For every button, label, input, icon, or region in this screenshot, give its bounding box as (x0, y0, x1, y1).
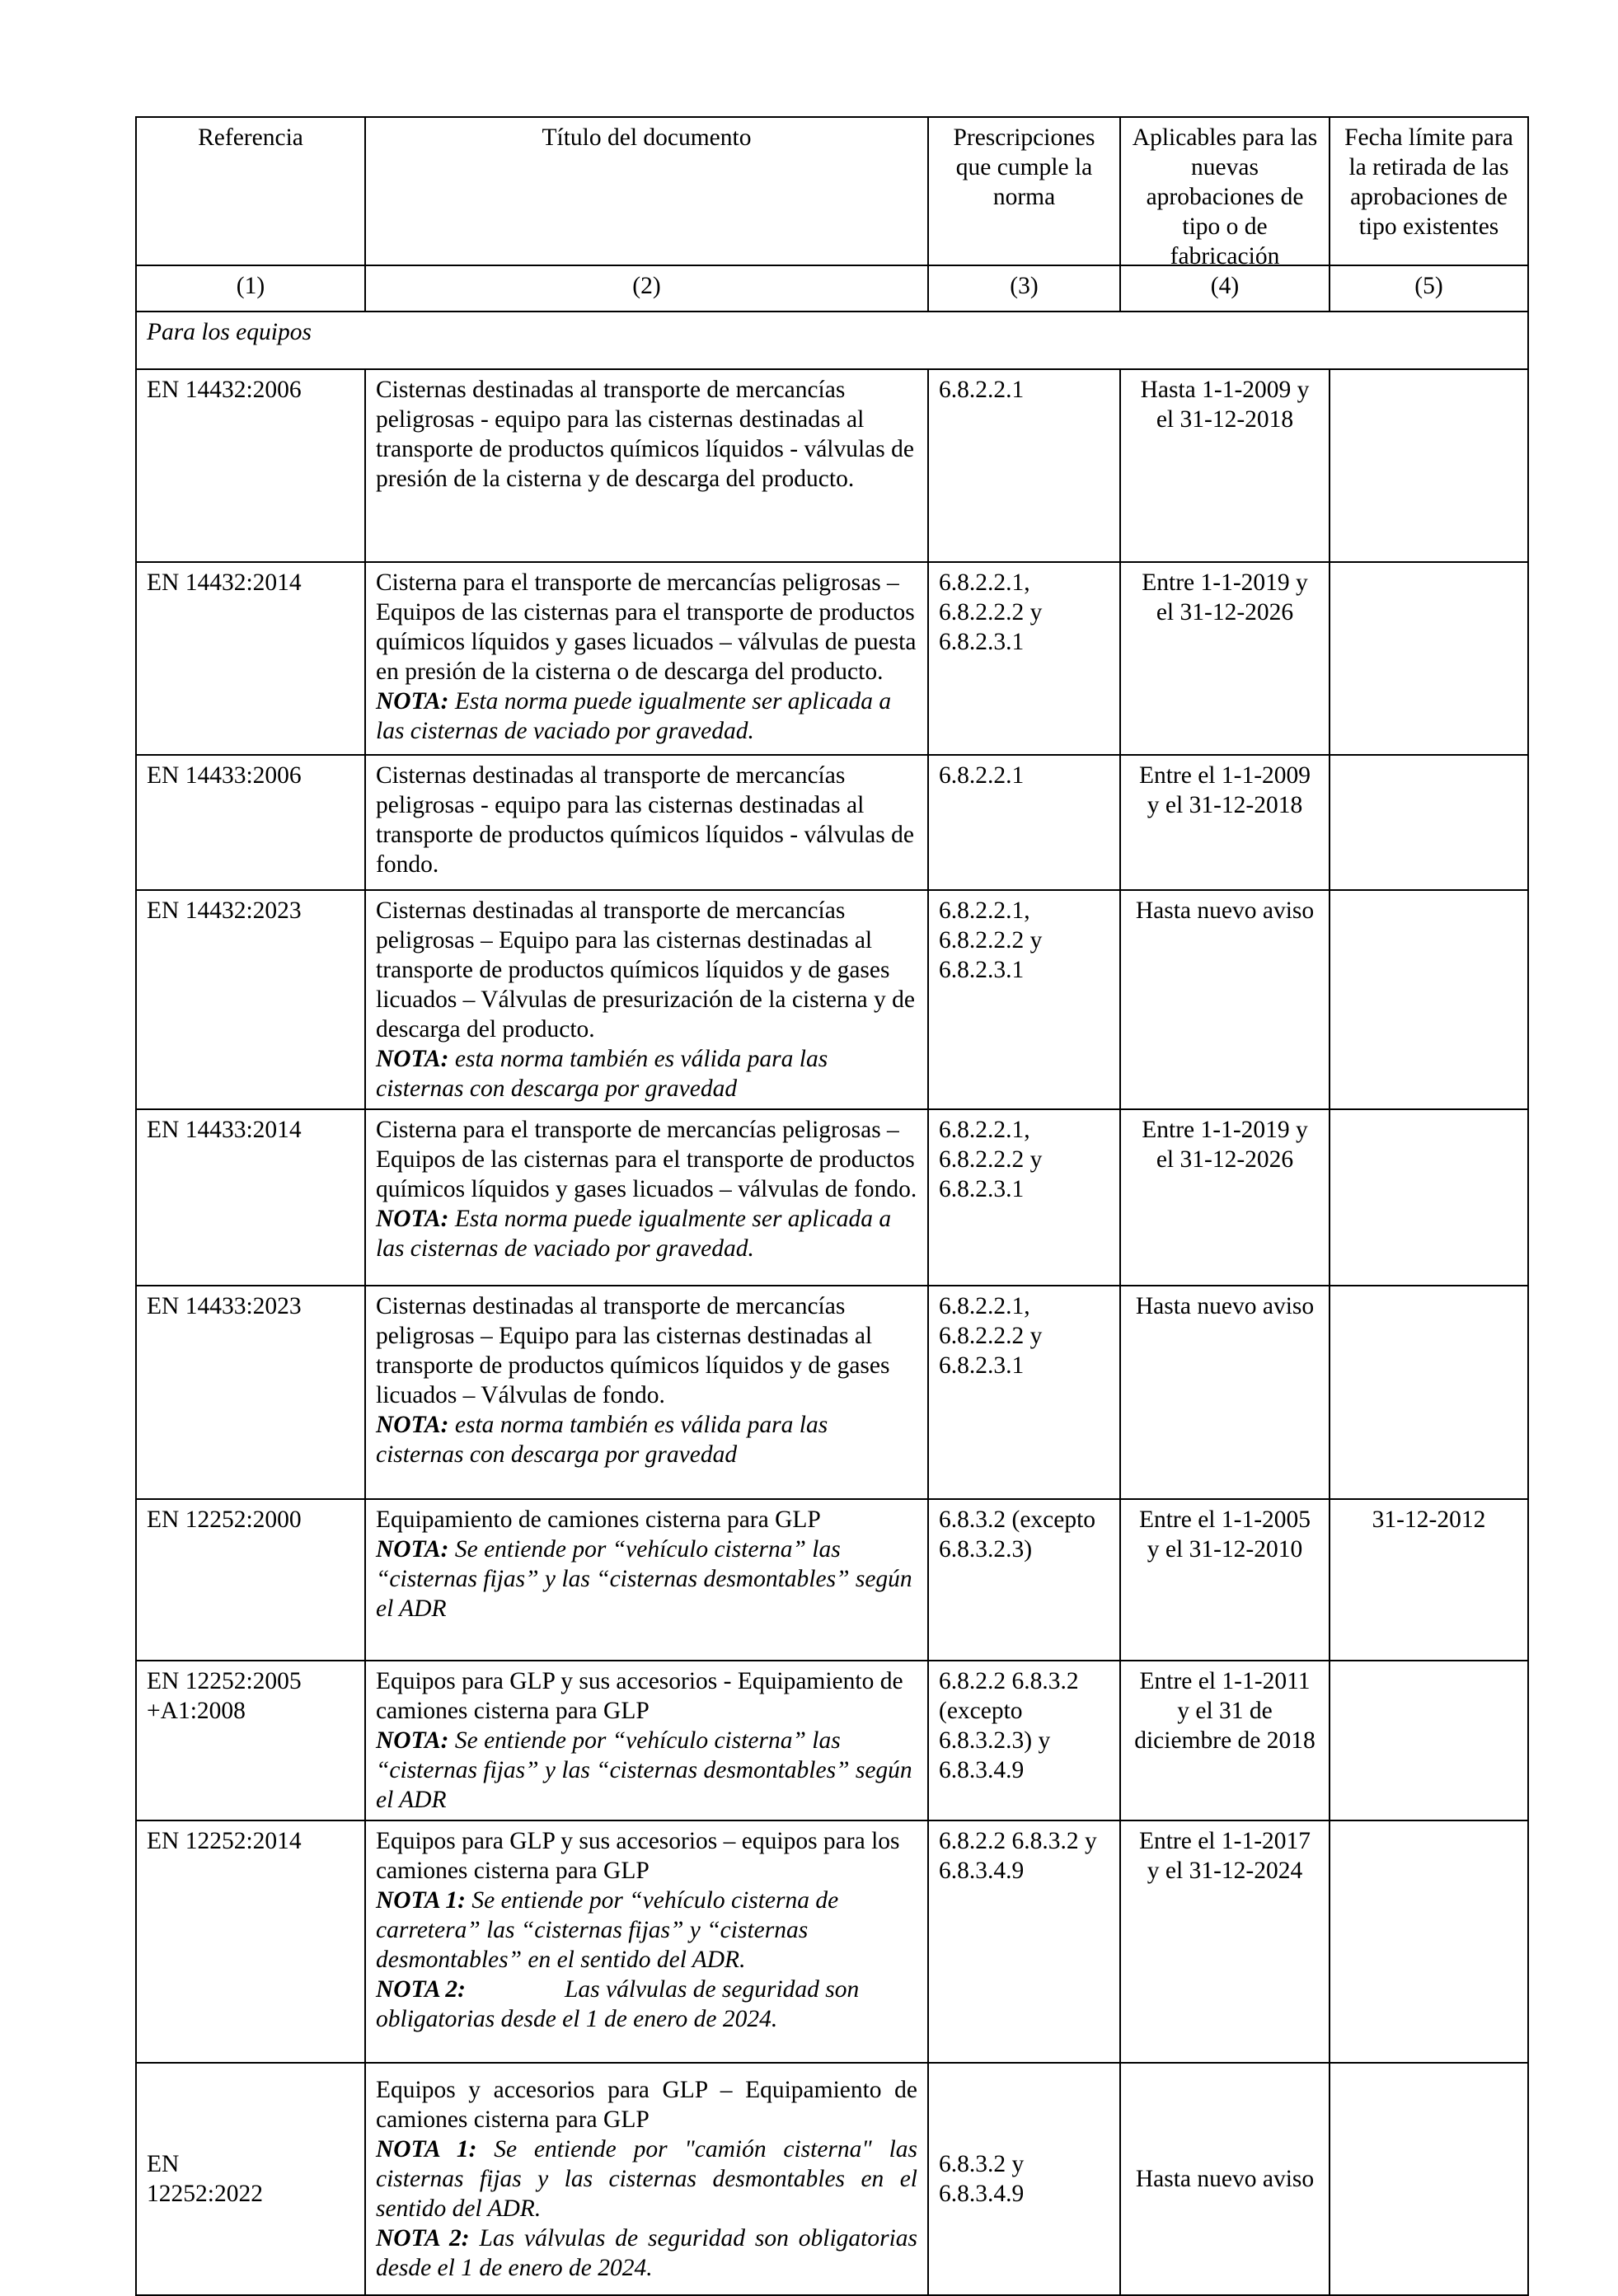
cell-reference: EN 12252:2014 (136, 1820, 365, 2063)
cell-title (365, 2063, 928, 2295)
reference-line: 12252:2022 (147, 2181, 263, 2207)
note-text: esta norma también es válida para las cisternas con descarga por gravedad (376, 1412, 828, 1468)
cell-prescriptions: 6.8.2.2.1 (928, 755, 1120, 890)
cell-title (365, 1661, 928, 1820)
header-document-title (365, 117, 928, 265)
column-number: (2) (365, 265, 928, 312)
cell-title (365, 1286, 928, 1499)
note-label: NOTA: (376, 1206, 449, 1232)
table-row (136, 1820, 1528, 2063)
cell-title (365, 1499, 928, 1661)
column-number-row (136, 265, 1528, 312)
header-applicable (1120, 117, 1330, 269)
column-number: (5) (1330, 265, 1528, 312)
column-number: (3) (928, 265, 1120, 312)
cell-title (365, 890, 928, 1109)
cell-withdrawal (1330, 890, 1528, 1109)
cell-withdrawal (1330, 2063, 1528, 2295)
cell-applicable: Entre 1-1-2019 y el 31-12-2026 (1120, 562, 1330, 755)
cell-reference (136, 1661, 365, 1820)
cell-title (365, 755, 928, 890)
cell-withdrawal (1330, 1109, 1528, 1286)
note-label: NOTA: (376, 1412, 449, 1438)
cell-applicable: Hasta nuevo aviso (1120, 890, 1330, 1109)
header-withdrawal (1330, 117, 1528, 265)
cell-reference: EN 14433:2006 (136, 755, 365, 890)
reference-line: EN 12252:2005 (147, 1668, 302, 1694)
header-reference (136, 117, 365, 265)
table-row (136, 369, 1528, 562)
cell-withdrawal: 31-12-2012 (1330, 1499, 1528, 1661)
header-document-title-text: Título del documento (542, 124, 752, 151)
header-prescriptions (928, 117, 1120, 265)
title-text: Equipos y accesorios para GLP – Equipamiento de camiones cisterna para GLP (376, 2077, 917, 2133)
note-text: Las válvulas de seguridad son obligatorias desde el 1 de enero de 2024. (376, 1976, 860, 2032)
note-label: NOTA 1: (376, 2136, 477, 2162)
note-label: NOTA 2: (376, 1976, 466, 2003)
cell-title (365, 562, 928, 755)
cell-title (365, 1109, 928, 1286)
table-header-row (136, 117, 1528, 265)
column-number: (4) (1120, 265, 1330, 312)
title-text: Cisternas destinadas al transporte de mercancías peligrosas – Equipo para las cisternas destinadas al transporte de productos químicos líquidos y de gases licuados – Válvulas de fondo. (376, 1293, 890, 1408)
cell-applicable: Hasta nuevo aviso (1120, 2063, 1330, 2295)
reference-line: EN (147, 2151, 180, 2177)
cell-applicable: Entre el 1-1-2009 y el 31-12-2018 (1120, 755, 1330, 890)
cell-applicable: Entre el 1-1-2017 y el 31-12-2024 (1120, 1820, 1330, 2063)
cell-applicable: Hasta nuevo aviso (1120, 1286, 1330, 1499)
header-withdrawal-text: Fecha límite para la retirada de las aprobaciones de tipo existentes (1344, 124, 1513, 240)
title-text: Cisternas destinadas al transporte de mercancías peligrosas – Equipo para las cisternas destinadas al transporte de productos químicos líquidos y de gases licuados – Válvulas de presurización de la cisterna y de descarga del producto. (376, 897, 915, 1043)
title-text: Equipos para GLP y sus accesorios - Equipamiento de camiones cisterna para GLP (376, 1668, 903, 1724)
header-applicable-text: Aplicables para las nuevas aprobaciones de tipo o de fabricación (1132, 124, 1318, 269)
section-title: Para los equipos (136, 312, 1528, 369)
cell-withdrawal (1330, 369, 1528, 562)
cell-reference: EN 14433:2023 (136, 1286, 365, 1499)
table-row (136, 562, 1528, 755)
table-row (136, 2063, 1528, 2295)
table-row (136, 1109, 1528, 1286)
cell-reference: EN 14432:2023 (136, 890, 365, 1109)
table-row (136, 1286, 1528, 1499)
section-row (136, 312, 1528, 369)
cell-prescriptions: 6.8.3.2 y 6.8.3.4.9 (928, 2063, 1120, 2295)
table-row (136, 755, 1528, 890)
cell-reference (136, 2063, 365, 2295)
cell-prescriptions: 6.8.2.2.1, 6.8.2.2.2 y 6.8.2.3.1 (928, 562, 1120, 755)
note-text: Se entiende por "camión cisterna" las cisternas fijas y las cisternas desmontables en el sentido del ADR. (376, 2136, 918, 2222)
cell-withdrawal (1330, 755, 1528, 890)
note-text: esta norma también es válida para las cisternas con descarga por gravedad (376, 1046, 828, 1102)
title-text: Equipamiento de camiones cisterna para GLP (376, 1506, 821, 1533)
title-text: Equipos para GLP y sus accesorios – equipos para los camiones cisterna para GLP (376, 1828, 900, 1884)
cell-title (365, 369, 928, 562)
cell-prescriptions: 6.8.2.2.1, 6.8.2.2.2 y 6.8.2.3.1 (928, 890, 1120, 1109)
cell-prescriptions: 6.8.2.2 6.8.3.2 (excepto 6.8.3.2.3) y 6.8.3.4.9 (928, 1661, 1120, 1820)
note-label: NOTA: (376, 688, 449, 715)
cell-prescriptions: 6.8.2.2.1, 6.8.2.2.2 y 6.8.2.3.1 (928, 1109, 1120, 1286)
note-text: Esta norma puede igualmente ser aplicada a las cisternas de vaciado por gravedad. (376, 1206, 892, 1262)
title-text: Cisternas destinadas al transporte de mercancías peligrosas - equipo para las cisternas destinadas al transporte de productos químicos líquidos - válvulas de fondo. (376, 762, 914, 878)
standards-table (135, 116, 1529, 2296)
cell-prescriptions: 6.8.2.2.1, 6.8.2.2.2 y 6.8.2.3.1 (928, 1286, 1120, 1499)
cell-withdrawal (1330, 1286, 1528, 1499)
note-text: Esta norma puede igualmente ser aplicada a las cisternas de vaciado por gravedad. (376, 688, 892, 744)
note-label: NOTA: (376, 1727, 449, 1754)
note-text: Se entiende por “vehículo cisterna de carretera” las “cisternas fijas” y “cisternas desmontables” en el sentido del ADR. (376, 1887, 839, 1973)
cell-prescriptions: 6.8.2.2 6.8.3.2 y 6.8.3.4.9 (928, 1820, 1120, 2063)
note-label: NOTA 2: (376, 2225, 470, 2251)
cell-prescriptions: 6.8.2.2.1 (928, 369, 1120, 562)
note-label: NOTA: (376, 1046, 449, 1072)
cell-applicable: Entre el 1-1-2011 y el 31 de diciembre de 2018 (1120, 1661, 1330, 1820)
header-prescriptions-text: Prescripciones que cumple la norma (953, 124, 1095, 210)
cell-title (365, 1820, 928, 2063)
cell-reference: EN 14432:2006 (136, 369, 365, 562)
header-reference-text: Referencia (198, 124, 303, 151)
title-text: Cisterna para el transporte de mercancías peligrosas – Equipos de las cisternas para el transporte de productos químicos líquidos y gases licuados – válvulas de puesta en presión de la cisterna o de descarga del producto. (376, 569, 917, 685)
note-label: NOTA: (376, 1536, 449, 1563)
reference-line: +A1:2008 (147, 1698, 246, 1724)
cell-applicable: Entre 1-1-2019 y el 31-12-2026 (1120, 1109, 1330, 1286)
cell-applicable: Hasta 1-1-2009 y el 31-12-2018 (1120, 369, 1330, 562)
cell-applicable: Entre el 1-1-2005 y el 31-12-2010 (1120, 1499, 1330, 1661)
table-row (136, 1661, 1528, 1820)
cell-prescriptions: 6.8.3.2 (excepto 6.8.3.2.3) (928, 1499, 1120, 1661)
cell-withdrawal (1330, 562, 1528, 755)
cell-withdrawal (1330, 1661, 1528, 1820)
table-row (136, 890, 1528, 1109)
note-text: Se entiende por “vehículo cisterna” las “cisternas fijas” y las “cisternas desmontables” según el ADR (376, 1536, 912, 1622)
note-text: Las válvulas de seguridad son obligatorias desde el 1 de enero de 2024. (376, 2225, 918, 2281)
cell-reference: EN 14433:2014 (136, 1109, 365, 1286)
title-text: Cisternas destinadas al transporte de mercancías peligrosas - equipo para las cisternas destinadas al transporte de productos químicos líquidos - válvulas de presión de la cisterna y de descarga del producto. (376, 377, 914, 492)
cell-reference: EN 14432:2014 (136, 562, 365, 755)
note-text: Se entiende por “vehículo cisterna” las “cisternas fijas” y las “cisternas desmontables” según el ADR (376, 1727, 912, 1813)
table-row (136, 1499, 1528, 1661)
cell-reference: EN 12252:2000 (136, 1499, 365, 1661)
note-label: NOTA 1: (376, 1887, 466, 1914)
title-text: Cisterna para el transporte de mercancías peligrosas – Equipos de las cisternas para el transporte de productos químicos líquidos y gases licuados – válvulas de fondo. (376, 1117, 917, 1202)
cell-withdrawal (1330, 1820, 1528, 2063)
column-number: (1) (136, 265, 365, 312)
